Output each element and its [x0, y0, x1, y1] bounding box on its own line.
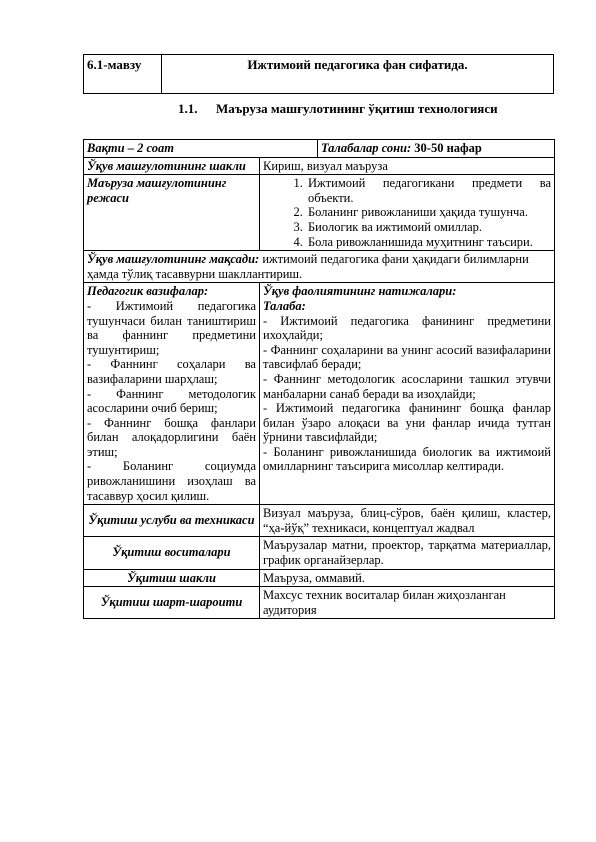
conditions-value: Махсус техник воситалар билан жиҳозланган аудитория	[260, 587, 555, 619]
result-item: - Боланинг ривожланишида биологик ва ижтимоий омилларнинг таъсирига мисоллар келтиради.	[263, 444, 551, 474]
form-value: Кириш, визуал маъруза	[260, 157, 555, 175]
row-tasks	[84, 283, 555, 505]
row-form	[84, 157, 555, 175]
plan-list	[263, 176, 551, 249]
format-label: Ўқитиш шакли	[84, 569, 260, 587]
results-cell	[260, 283, 555, 505]
row-goal	[84, 251, 555, 283]
section-title-text: Маъруза машғулотининг ўқитиш технологияси	[216, 101, 498, 116]
row-conditions	[84, 587, 555, 619]
section-number: 1.1.	[178, 101, 198, 116]
students-value: 30-50 нафар	[411, 141, 482, 155]
conditions-label: Ўқитиш шарт-шароити	[84, 587, 260, 619]
results-subtitle: Талаба:	[263, 298, 306, 313]
task-item: - Фаннинг соҳалари ва вазифаларини шарҳлаш;	[87, 357, 256, 386]
methods-label: Ўқитиш услуби ва техникаси	[84, 505, 260, 537]
plan-label: Маъруза машғулотининг режаси	[84, 175, 260, 251]
lesson-table	[83, 139, 555, 619]
topic-row	[84, 55, 554, 94]
tools-value: Маърузалар матни, проектор, тарқатма материаллар, график органайзерлар.	[260, 537, 555, 569]
result-item: - Фаннинг соҳаларини ва унинг асосий вазифаларини тавсифлаб беради;	[263, 342, 551, 372]
row-plan	[84, 175, 555, 251]
tasks-title: Педагогик вазифалар:	[87, 284, 209, 299]
plan-item: 2. Боланинг ривожланиши ҳақида тушунча.	[306, 205, 551, 220]
row-format	[84, 569, 555, 587]
task-item: - Боланинг социумда ривожланишини изоҳлаш ва тасаввур ҳосил қилиш.	[87, 459, 256, 503]
goal-label: Ўқув машғулотининг мақсади:	[87, 252, 260, 267]
methods-value: Визуал маъруза, блиц-сўров, баён қилиш, кластер, “ҳа-йўқ” техникаси, концептуал жадвал	[260, 505, 555, 537]
plan-item: 4. Бола ривожланишида муҳитнинг таъсири.	[306, 235, 551, 250]
task-item: - Фаннинг методологик асосларини очиб бериш;	[87, 386, 256, 416]
plan-item: 1. Ижтимоий педагогикани предмети ва объекти.	[306, 176, 551, 205]
tasks-cell	[84, 283, 260, 505]
result-item: - Ижтимоий педагогика фанининг бошқа фанлар билан ўзаро алоқаси ва уни фанлар ичида тутган ўрнини тавсифлайди;	[263, 401, 551, 445]
goal-cell	[84, 251, 555, 283]
row-tools	[84, 537, 555, 569]
result-item: - Ижтимоий педагогика фанининг предметини ихоҳлайди;	[263, 313, 551, 343]
students-label: Талабалар сони:	[321, 141, 412, 155]
plan-cell	[260, 175, 555, 251]
section-title	[178, 102, 498, 117]
topic-number: 6.1-мавзу	[84, 55, 162, 94]
tools-label: Ўқитиш воситалари	[84, 537, 260, 569]
task-item: - Фаннинг бошқа фанлари билан алоқадорлигини баён этиш;	[87, 415, 256, 459]
task-item: - Ижтимоий педагогика тушунчаси билан таништириш ва фаннинг предметини тушунтириш;	[87, 298, 256, 357]
topic-header-table	[83, 54, 554, 94]
students-cell	[318, 140, 555, 158]
format-value: Маъруза, оммавий.	[260, 569, 555, 587]
topic-title: Ижтимоий педагогика фан сифатида.	[162, 55, 554, 94]
result-item: - Фаннинг методологик асосларини ташкил этувчи манбаларни санаб беради ва изоҳлайди;	[263, 371, 551, 401]
goal-text: ижтимоий педагогика фани ҳақидаги билимларни ҳамда тўлиқ тасаввурни шакллантириш.	[87, 252, 529, 281]
results-title: Ўқув фаолиятининг натижалари:	[263, 284, 457, 299]
row-methods	[84, 505, 555, 537]
plan-item: 3. Биологик ва ижтимоий омиллар.	[306, 220, 551, 235]
row-time	[84, 140, 555, 158]
time-cell: Вақти – 2 соат	[84, 140, 318, 158]
form-label: Ўқув машғулотининг шакли	[84, 157, 260, 175]
